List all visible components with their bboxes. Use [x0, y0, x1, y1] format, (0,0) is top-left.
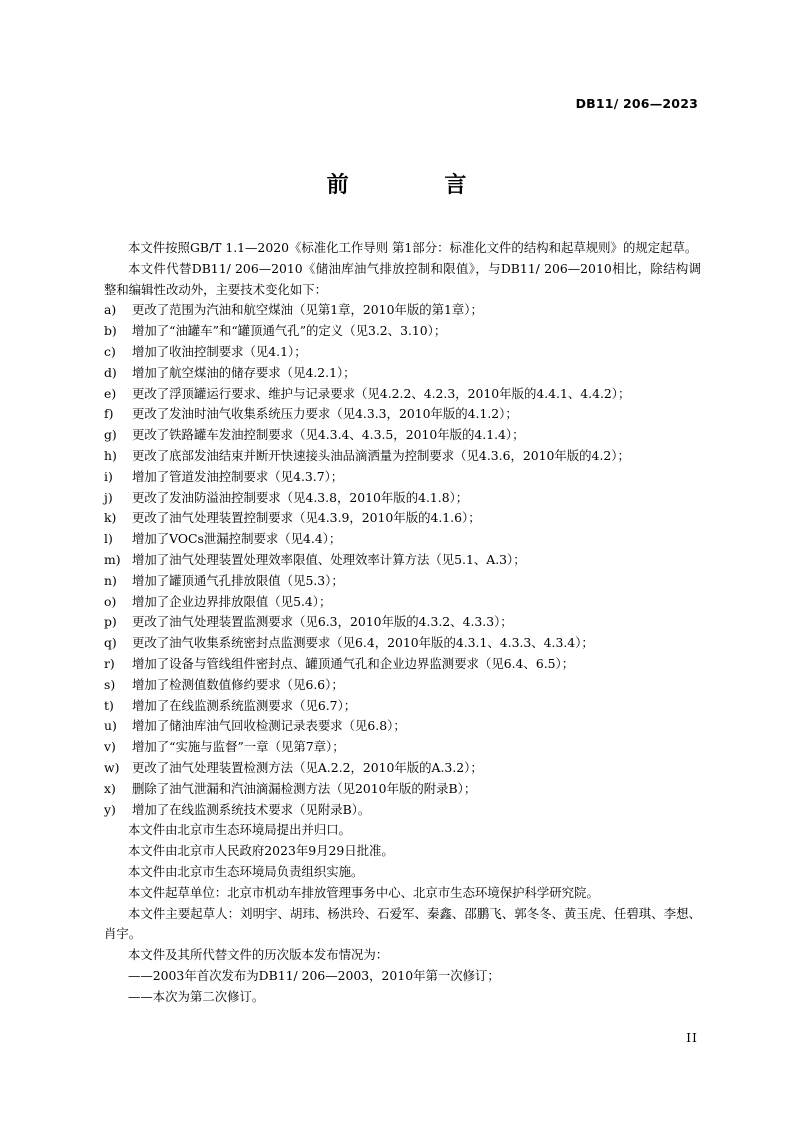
change-item-text: 更改了浮顶罐运行要求、维护与记录要求（见4.2.2、4.2.3，2010年版的4.4.1、4.4.2）； — [132, 385, 631, 401]
change-item-label: h) — [104, 447, 117, 463]
change-item-text: 增加了“油罐车”和“罐顶通气孔”的定义（见3.2、3.10）； — [132, 323, 447, 339]
change-item-label: c) — [104, 343, 116, 359]
change-item-text: 更改了底部发油结束并断开快速接头油品滴洒量为控制要求（见4.3.6，2010年版的4.2）； — [132, 447, 630, 463]
change-list-item — [104, 404, 701, 425]
change-list-item — [104, 737, 701, 758]
change-item-label: y) — [104, 801, 116, 817]
closing-paragraph: 本文件由北京市生态环境局负责组织实施。 — [128, 863, 364, 879]
change-item-text: 增加了VOCs泄漏控制要求（见4.4）； — [132, 531, 342, 547]
change-item-label: a) — [104, 302, 117, 318]
change-item-label: u) — [104, 718, 117, 734]
change-item-label: p) — [104, 614, 117, 630]
intro-paragraph-2: 本文件代替DB11/ 206—2010《储油库油气排放控制和限值》，与DB11/ 206—2010相比，除结构调整和编辑性改动外，主要技术变化如下： — [104, 260, 701, 297]
closing-paragraph: 本文件起草单位：北京市机动车排放管理事务中心、北京市生态环境保护科学研究院。 — [128, 884, 599, 900]
change-item-text: 增加了设备与管线组件密封点、罐顶通气孔和企业边界监测要求（见6.4、6.5）； — [132, 655, 575, 671]
change-list-item — [104, 696, 701, 717]
history-item: ——本次为第二次修订。 — [128, 988, 265, 1004]
changes-list — [104, 300, 701, 820]
change-item-label: r) — [104, 655, 115, 671]
change-item-text: 增加了在线监测系统技术要求（见附录B）。 — [132, 801, 371, 817]
change-item-text: 删除了油气泄漏和汽油滴漏检测方法（见2010年版的附录B）； — [132, 780, 477, 796]
change-item-text: 更改了范围为汽油和航空煤油（见第1章，2010年版的第1章）； — [132, 302, 483, 318]
change-item-label: e) — [104, 385, 117, 401]
change-list-item — [104, 508, 701, 529]
change-item-text: 增加了管道发油控制要求（见4.3.7）； — [132, 468, 344, 484]
change-item-label: m) — [104, 551, 121, 567]
change-item-text: 更改了油气收集系统密封点监测要求（见6.4，2010年版的4.3.1、4.3.3、4.3.4）； — [132, 635, 594, 651]
change-item-text: 更改了油气处理装置监测要求（见6.3，2010年版的4.3.2、4.3.3）； — [132, 614, 513, 630]
change-item-text: 增加了检测值数值修约要求（见6.6）； — [132, 676, 344, 692]
change-item-text: 更改了发油时油气收集系统压力要求（见4.3.3，2010年版的4.1.2）； — [132, 406, 518, 422]
doc-code-header: DB11/ 206—2023 — [575, 96, 698, 111]
change-item-text: 增加了航空煤油的储存要求（见4.2.1）； — [132, 364, 356, 380]
change-list-item — [104, 384, 701, 405]
change-item-label: d) — [104, 364, 117, 380]
change-item-label: x) — [104, 780, 116, 796]
change-item-text: 增加了储油库油气回收检测记录表要求（见6.8）； — [132, 718, 406, 734]
change-item-label: q) — [104, 635, 117, 651]
closing-paragraph: 本文件由北京市人民政府2023年9月29日批准。 — [128, 843, 394, 859]
change-item-label: o) — [104, 593, 117, 609]
change-list-item — [104, 592, 701, 613]
change-item-label: n) — [104, 572, 117, 588]
closing-paragraph: 本文件主要起草人：刘明宇、胡玮、杨洪玲、石爱军、秦鑫、邵鹏飞、郭冬冬、黄玉虎、任碧琪、李想、肖宇。 — [104, 905, 701, 942]
change-item-label: l) — [104, 531, 113, 547]
change-list-item — [104, 321, 701, 342]
change-item-label: v) — [104, 739, 116, 755]
change-item-text: 更改了油气处理装置控制要求（见4.3.9，2010年版的4.1.6）； — [132, 510, 481, 526]
change-item-text: 更改了发油防溢油控制要求（见4.3.8，2010年版的4.1.8）； — [132, 489, 469, 505]
change-item-text: 增加了收油控制要求（见4.1）； — [132, 343, 307, 359]
change-list-item — [104, 425, 701, 446]
change-item-text: 增加了在线监测系统监测要求（见6.7）； — [132, 697, 357, 713]
change-list-item — [104, 363, 701, 384]
page-title: 前 言 — [326, 173, 511, 198]
change-list-item — [104, 654, 701, 675]
history-item: ——2003年首次发布为DB11/ 206—2003，2010年第一次修订； — [128, 967, 500, 983]
change-item-text: 增加了企业边界排放限值（见5.4）； — [132, 593, 332, 609]
change-list-item — [104, 550, 701, 571]
change-item-label: b) — [104, 323, 117, 339]
change-list-item — [104, 529, 701, 550]
change-list-item — [104, 675, 701, 696]
change-item-text: 更改了油气处理装置检测方法（见A.2.2，2010年版的A.3.2）； — [132, 759, 483, 775]
intro-paragraph-1: 本文件按照GB/T 1.1—2020《标准化工作导则 第1部分：标准化文件的结构和起草规则》的规定起草。 — [128, 240, 698, 255]
page-number: II — [686, 1030, 698, 1045]
change-list-item — [104, 716, 701, 737]
closing-paragraph: 本文件由北京市生态环境局提出并归口。 — [128, 822, 352, 838]
change-item-label: w) — [104, 759, 120, 775]
change-item-label: i) — [104, 468, 113, 484]
change-list-item — [104, 571, 701, 592]
change-list-item — [104, 446, 701, 467]
change-list-item — [104, 758, 701, 779]
change-item-label: k) — [104, 510, 117, 526]
change-item-label: g) — [104, 427, 117, 443]
closing-paragraph: 本文件及其所代替文件的历次版本发布情况为： — [128, 947, 389, 963]
document-body — [104, 238, 701, 1007]
change-list-item — [104, 300, 701, 321]
change-list-item — [104, 612, 701, 633]
change-list-item — [104, 779, 701, 800]
change-item-text: 增加了“实施与监督”一章（见第7章）； — [132, 739, 345, 755]
change-item-label: f) — [104, 406, 114, 422]
change-item-label: t) — [104, 697, 114, 713]
change-list-item — [104, 342, 701, 363]
change-list-item — [104, 467, 701, 488]
change-item-text: 增加了罐顶通气孔排放限值（见5.3）； — [132, 572, 344, 588]
change-item-label: j) — [104, 489, 113, 505]
change-list-item — [104, 633, 701, 654]
change-item-text: 增加了油气处理装置处理效率限值、处理效率计算方法（见5.1、A.3）； — [132, 551, 526, 567]
change-item-label: s) — [104, 676, 116, 692]
change-list-item — [104, 488, 701, 509]
change-list-item — [104, 800, 701, 821]
change-item-text: 更改了铁路罐车发油控制要求（见4.3.4、4.3.5，2010年版的4.1.4）； — [132, 427, 525, 443]
